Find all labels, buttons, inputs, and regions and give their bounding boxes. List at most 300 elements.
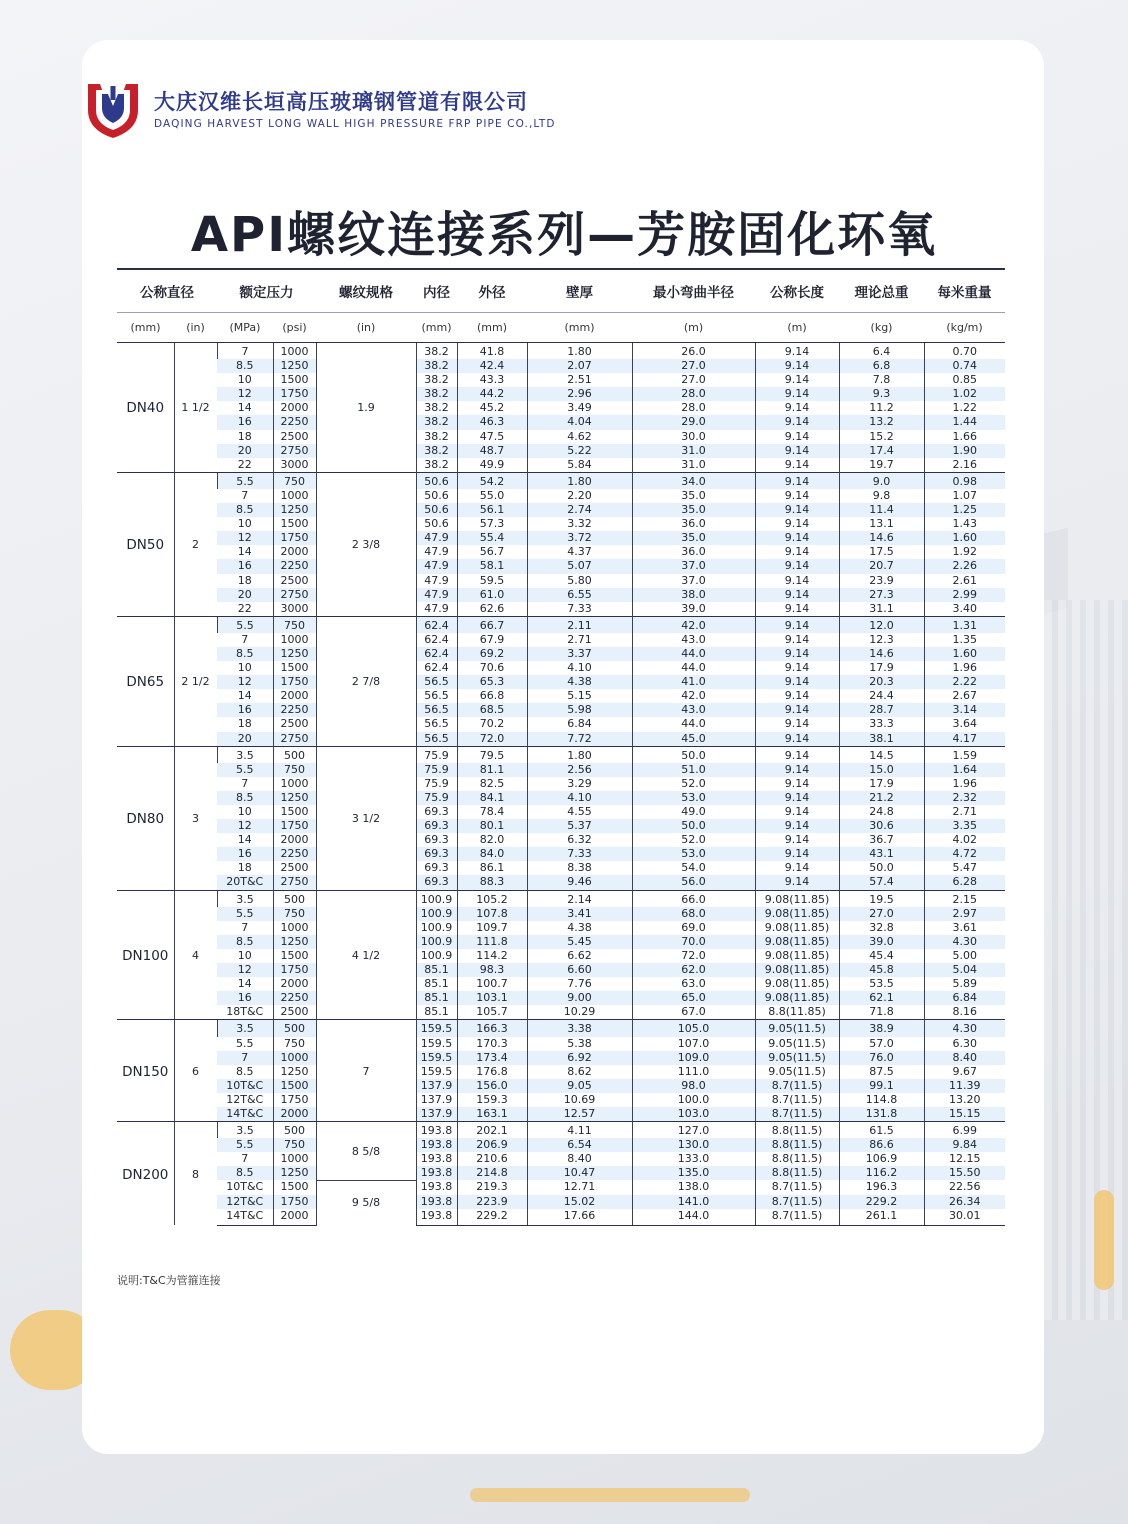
nominal-length-cell: 9.14 (755, 861, 839, 875)
pressure-mpa-cell: 16 (217, 991, 273, 1005)
nominal-diameter-cell: DN50 (117, 472, 174, 616)
hw-shield-logo-icon (86, 80, 140, 140)
column-header: 公称直径 (117, 269, 217, 313)
pressure-mpa-cell: 14 (237, 833, 252, 847)
total-weight-cell: 38.1 (839, 732, 924, 747)
total-weight-cell: 50.0 (839, 861, 924, 875)
total-weight-cell: 87.5 (839, 1065, 924, 1079)
inner-diameter-cell: 75.9 (416, 763, 457, 777)
pressure-mpa-cell: 10T&C (217, 1079, 273, 1093)
table-row (117, 1195, 1005, 1209)
pressure-mpa-cell: 3.5 (217, 1122, 273, 1139)
bend-radius-cell: 42.0 (632, 689, 755, 703)
pressure-psi-cell: 1750 (273, 387, 316, 401)
total-weight-cell: 14.6 (839, 531, 924, 545)
inner-diameter-cell: 50.6 (416, 503, 457, 517)
table-row (117, 1180, 1005, 1194)
inner-diameter-cell: 75.9 (416, 746, 457, 763)
outer-diameter-cell: 56.7 (457, 545, 527, 559)
nominal-length-cell: 8.8(11.5) (755, 1152, 839, 1166)
weight-per-meter-cell: 5.00 (924, 949, 1005, 963)
bend-radius-cell: 43.0 (632, 703, 755, 717)
total-weight-cell: 9.8 (839, 489, 924, 503)
pressure-mpa-cell: 16 (217, 415, 273, 429)
wall-thickness-cell: 3.72 (527, 531, 632, 545)
weight-per-meter-cell: 3.61 (924, 921, 1005, 935)
nominal-length-cell: 9.05(11.5) (755, 1051, 839, 1065)
nominal-diameter-cell: DN200 (117, 1122, 174, 1226)
total-weight-cell: 20.3 (839, 675, 924, 689)
wall-thickness-cell: 3.38 (527, 1020, 632, 1037)
wall-thickness-cell: 10.47 (527, 1166, 632, 1180)
table-row (117, 805, 1005, 819)
inner-diameter-cell: 137.9 (416, 1107, 457, 1122)
pressure-mpa-cell: 14 (237, 977, 252, 991)
total-weight-cell: 14.5 (839, 746, 924, 763)
nominal-length-cell: 8.8(11.5) (755, 1138, 839, 1152)
wall-thickness-cell: 4.10 (527, 661, 632, 675)
bend-radius-cell: 54.0 (632, 861, 755, 875)
outer-diameter-cell: 105.2 (457, 890, 527, 907)
table-row (117, 1005, 1005, 1020)
inner-diameter-cell: 193.8 (416, 1138, 457, 1152)
nominal-length-cell: 9.14 (755, 717, 839, 731)
pressure-psi-cell: 2000 (273, 545, 316, 559)
outer-diameter-cell: 68.5 (457, 703, 527, 717)
total-weight-cell: 114.8 (839, 1093, 924, 1107)
total-weight-cell: 229.2 (839, 1195, 924, 1209)
weight-per-meter-cell: 2.15 (924, 890, 1005, 907)
nominal-length-cell: 9.14 (755, 763, 839, 777)
wall-thickness-cell: 5.38 (527, 1037, 632, 1051)
weight-per-meter-cell: 2.26 (924, 559, 1005, 573)
outer-diameter-cell: 84.1 (457, 791, 527, 805)
weight-per-meter-cell: 12.15 (924, 1152, 1005, 1166)
table-row (117, 1152, 1005, 1166)
pressure-mpa-cell: 5.5 (217, 1138, 273, 1152)
wall-thickness-cell: 6.84 (527, 717, 632, 731)
outer-diameter-cell: 111.8 (457, 935, 527, 949)
table-row (117, 1079, 1005, 1093)
bend-radius-cell: 37.0 (632, 559, 755, 573)
nominal-length-cell: 8.8(11.5) (755, 1122, 839, 1139)
inner-diameter-cell: 56.5 (416, 732, 457, 747)
pressure-psi-cell: 1000 (273, 489, 316, 503)
table-row (117, 675, 1005, 689)
table-row (117, 401, 1005, 415)
total-weight-cell: 45.4 (839, 949, 924, 963)
units-row (117, 313, 1005, 343)
outer-diameter-cell: 66.7 (457, 616, 527, 633)
pressure-mpa-cell: 14 (237, 401, 252, 415)
total-weight-cell: 39.0 (839, 935, 924, 949)
pressure-psi-cell: 500 (273, 1020, 316, 1037)
total-weight-cell: 19.5 (839, 890, 924, 907)
weight-per-meter-cell: 1.35 (924, 633, 1005, 647)
weight-per-meter-cell: 1.02 (924, 387, 1005, 401)
nominal-inch-cell: 4 (174, 890, 217, 1020)
bend-radius-cell: 36.0 (632, 545, 755, 559)
bend-radius-cell: 65.0 (632, 991, 755, 1005)
weight-per-meter-cell: 4.02 (924, 833, 1005, 847)
company-name-en: DAQING HARVEST LONG WALL HIGH PRESSURE FRP PIPE CO.,LTD (154, 118, 556, 130)
inner-diameter-cell: 69.3 (416, 805, 457, 819)
pressure-mpa-cell: 8.5 (217, 647, 273, 661)
bend-radius-cell: 53.0 (632, 791, 755, 805)
wall-thickness-cell: 4.62 (527, 430, 632, 444)
outer-diameter-cell: 82.0 (457, 833, 527, 847)
wall-thickness-cell: 2.96 (527, 387, 632, 401)
bend-radius-cell: 133.0 (632, 1152, 755, 1166)
nominal-length-cell: 9.14 (755, 819, 839, 833)
inner-diameter-cell: 62.4 (416, 661, 457, 675)
outer-diameter-cell: 98.3 (457, 963, 527, 977)
total-weight-cell: 24.8 (839, 805, 924, 819)
column-header: 公称长度 (755, 269, 839, 313)
pressure-psi-cell: 750 (273, 1138, 316, 1152)
pressure-mpa-cell: 18 (237, 573, 252, 587)
wall-thickness-cell: 2.71 (527, 633, 632, 647)
outer-diameter-cell: 105.7 (457, 1005, 527, 1020)
table-row (117, 963, 1005, 977)
pressure-mpa-cell: 7 (241, 488, 249, 502)
nominal-length-cell: 9.14 (755, 805, 839, 819)
unit-label: (mm) (117, 313, 174, 343)
table-row (117, 861, 1005, 875)
bend-radius-cell: 72.0 (632, 949, 755, 963)
table-row (117, 949, 1005, 963)
weight-per-meter-cell: 1.59 (924, 746, 1005, 763)
outer-diameter-cell: 202.1 (457, 1122, 527, 1139)
weight-per-meter-cell: 1.07 (924, 489, 1005, 503)
total-weight-cell: 27.0 (839, 907, 924, 921)
total-weight-cell: 20.7 (839, 559, 924, 573)
wall-thickness-cell: 2.14 (527, 890, 632, 907)
weight-per-meter-cell: 5.04 (924, 963, 1005, 977)
inner-diameter-cell: 193.8 (416, 1195, 457, 1209)
table-row (117, 833, 1005, 847)
bend-radius-cell: 63.0 (632, 977, 755, 991)
unit-label: (MPa) (217, 313, 273, 343)
nominal-length-cell: 9.14 (755, 359, 839, 373)
wall-thickness-cell: 8.40 (527, 1152, 632, 1166)
inner-diameter-cell: 47.9 (416, 588, 457, 602)
thread-spec-cell: 7 (316, 1020, 416, 1122)
pressure-mpa-cell: 7 (241, 920, 249, 934)
thread-spec-cell: 2 7/8 (316, 616, 416, 746)
nominal-diameter-cell: DN150 (117, 1020, 174, 1122)
bend-radius-cell: 144.0 (632, 1209, 755, 1226)
bend-radius-cell: 69.0 (632, 921, 755, 935)
inner-diameter-cell: 85.1 (416, 963, 457, 977)
inner-diameter-cell: 193.8 (416, 1152, 457, 1166)
pressure-psi-cell: 1250 (273, 791, 316, 805)
nominal-inch-cell: 1 1/2 (174, 343, 217, 473)
bend-radius-cell: 29.0 (632, 415, 755, 429)
weight-per-meter-cell: 6.84 (924, 991, 1005, 1005)
weight-per-meter-cell: 1.44 (924, 415, 1005, 429)
inner-diameter-cell: 47.9 (416, 545, 457, 559)
outer-diameter-cell: 223.9 (457, 1195, 527, 1209)
bend-radius-cell: 34.0 (632, 472, 755, 489)
outer-diameter-cell: 173.4 (457, 1051, 527, 1065)
bend-radius-cell: 45.0 (632, 732, 755, 747)
total-weight-cell: 9.3 (839, 387, 924, 401)
nominal-length-cell: 9.14 (755, 559, 839, 573)
table-row (117, 1020, 1005, 1037)
pressure-mpa-cell: 22 (237, 457, 252, 471)
table-row (117, 921, 1005, 935)
nominal-length-cell: 9.14 (755, 489, 839, 503)
unit-label: (mm) (457, 313, 527, 343)
inner-diameter-cell: 137.9 (416, 1093, 457, 1107)
table-row (117, 531, 1005, 545)
weight-per-meter-cell: 26.34 (924, 1195, 1005, 1209)
pressure-psi-cell: 1250 (273, 935, 316, 949)
bend-radius-cell: 44.0 (632, 661, 755, 675)
bend-radius-cell: 26.0 (632, 343, 755, 360)
total-weight-cell: 45.8 (839, 963, 924, 977)
nominal-length-cell: 9.14 (755, 847, 839, 861)
background-pipe (470, 1488, 750, 1502)
column-header: 壁厚 (527, 269, 632, 313)
bend-radius-cell: 135.0 (632, 1166, 755, 1180)
nominal-length-cell: 9.14 (755, 689, 839, 703)
column-header: 最小弯曲半径 (632, 269, 755, 313)
inner-diameter-cell: 85.1 (416, 977, 457, 991)
table-row (117, 890, 1005, 907)
table-row (117, 559, 1005, 573)
nominal-length-cell: 9.14 (755, 647, 839, 661)
inner-diameter-cell: 100.9 (416, 921, 457, 935)
outer-diameter-cell: 42.4 (457, 359, 527, 373)
table-row (117, 415, 1005, 429)
outer-diameter-cell: 170.3 (457, 1037, 527, 1051)
weight-per-meter-cell: 0.85 (924, 373, 1005, 387)
inner-diameter-cell: 38.2 (416, 444, 457, 458)
nominal-length-cell: 9.14 (755, 746, 839, 763)
table-row (117, 847, 1005, 861)
nominal-length-cell: 8.7(11.5) (755, 1209, 839, 1226)
pressure-psi-cell: 750 (273, 1037, 316, 1051)
wall-thickness-cell: 6.60 (527, 963, 632, 977)
pressure-psi-cell: 1250 (273, 359, 316, 373)
wall-thickness-cell: 4.10 (527, 791, 632, 805)
pressure-mpa-cell: 3.5 (217, 890, 273, 907)
unit-label: (m) (632, 313, 755, 343)
pressure-psi-cell: 2250 (273, 847, 316, 861)
table-row (117, 489, 1005, 503)
inner-diameter-cell: 100.9 (416, 890, 457, 907)
pressure-mpa-cell: 14T&C (217, 1107, 273, 1122)
bend-radius-cell: 43.0 (632, 633, 755, 647)
wall-thickness-cell: 6.54 (527, 1138, 632, 1152)
outer-diameter-cell: 54.2 (457, 472, 527, 489)
total-weight-cell: 33.3 (839, 717, 924, 731)
column-header: 螺纹规格 (316, 269, 416, 313)
weight-per-meter-cell: 3.64 (924, 717, 1005, 731)
total-weight-cell: 19.7 (839, 458, 924, 473)
inner-diameter-cell: 62.4 (416, 616, 457, 633)
weight-per-meter-cell: 1.31 (924, 616, 1005, 633)
outer-diameter-cell: 79.5 (457, 746, 527, 763)
weight-per-meter-cell: 1.64 (924, 763, 1005, 777)
pressure-psi-cell: 1500 (273, 373, 316, 387)
pressure-mpa-cell: 12 (217, 531, 273, 545)
table-body (117, 343, 1005, 1226)
thread-spec-cell: 1.9 (316, 343, 416, 473)
weight-per-meter-cell: 4.30 (924, 935, 1005, 949)
bend-radius-cell: 50.0 (632, 746, 755, 763)
weight-per-meter-cell: 1.90 (924, 444, 1005, 458)
wall-thickness-cell: 1.80 (527, 746, 632, 763)
wall-thickness-cell: 1.80 (527, 472, 632, 489)
inner-diameter-cell: 100.9 (416, 949, 457, 963)
page-title: API螺纹连接系列—芳胺固化环氧 (190, 207, 938, 263)
nominal-length-cell: 8.7(11.5) (755, 1079, 839, 1093)
bend-radius-cell: 27.0 (632, 359, 755, 373)
weight-per-meter-cell: 2.22 (924, 675, 1005, 689)
outer-diameter-cell: 214.8 (457, 1166, 527, 1180)
table-row (117, 1093, 1005, 1107)
column-header: 理论总重 (839, 269, 924, 313)
outer-diameter-cell: 59.5 (457, 574, 527, 588)
pressure-psi-cell: 500 (273, 1122, 316, 1139)
inner-diameter-cell: 47.9 (416, 574, 457, 588)
nominal-length-cell: 9.14 (755, 430, 839, 444)
bend-radius-cell: 103.0 (632, 1107, 755, 1122)
table-row (117, 458, 1005, 473)
nominal-length-cell: 9.14 (755, 387, 839, 401)
total-weight-cell: 11.2 (839, 401, 924, 415)
weight-per-meter-cell: 4.72 (924, 847, 1005, 861)
outer-diameter-cell: 44.2 (457, 387, 527, 401)
thread-spec-cell: 3 1/2 (316, 746, 416, 890)
wall-thickness-cell: 7.72 (527, 732, 632, 747)
outer-diameter-cell: 78.4 (457, 805, 527, 819)
outer-diameter-cell: 80.1 (457, 819, 527, 833)
nominal-length-cell: 9.08(11.85) (755, 921, 839, 935)
total-weight-cell: 17.9 (839, 661, 924, 675)
table-row (117, 633, 1005, 647)
pressure-mpa-cell: 22 (237, 601, 252, 615)
pressure-psi-cell: 1250 (273, 647, 316, 661)
weight-per-meter-cell: 1.22 (924, 401, 1005, 415)
wall-thickness-cell: 10.69 (527, 1093, 632, 1107)
bend-radius-cell: 50.0 (632, 819, 755, 833)
weight-per-meter-cell: 9.67 (924, 1065, 1005, 1079)
bend-radius-cell: 49.0 (632, 805, 755, 819)
weight-per-meter-cell: 1.96 (924, 777, 1005, 791)
bend-radius-cell: 66.0 (632, 890, 755, 907)
pressure-mpa-cell: 16 (217, 847, 273, 861)
outer-diameter-cell: 58.1 (457, 559, 527, 573)
inner-diameter-cell: 47.9 (416, 559, 457, 573)
nominal-length-cell: 8.7(11.5) (755, 1195, 839, 1209)
weight-per-meter-cell: 2.32 (924, 791, 1005, 805)
table-row (117, 517, 1005, 531)
nominal-length-cell: 9.14 (755, 875, 839, 890)
bend-radius-cell: 37.0 (632, 574, 755, 588)
bend-radius-cell: 98.0 (632, 1079, 755, 1093)
weight-per-meter-cell: 2.16 (924, 458, 1005, 473)
outer-diameter-cell: 61.0 (457, 588, 527, 602)
table-row (117, 1065, 1005, 1079)
wall-thickness-cell: 5.80 (527, 574, 632, 588)
total-weight-cell: 30.6 (839, 819, 924, 833)
bend-radius-cell: 100.0 (632, 1093, 755, 1107)
weight-per-meter-cell: 6.30 (924, 1037, 1005, 1051)
column-header: 每米重量 (924, 269, 1005, 313)
outer-diameter-cell: 84.0 (457, 847, 527, 861)
inner-diameter-cell: 193.8 (416, 1166, 457, 1180)
nominal-length-cell: 9.14 (755, 602, 839, 617)
nominal-length-cell: 9.08(11.85) (755, 935, 839, 949)
wall-thickness-cell: 9.46 (527, 875, 632, 890)
pressure-mpa-cell: 8.5 (217, 935, 273, 949)
total-weight-cell: 28.7 (839, 703, 924, 717)
nominal-length-cell: 8.7(11.5) (755, 1093, 839, 1107)
table-row (117, 907, 1005, 921)
bend-radius-cell: 27.0 (632, 373, 755, 387)
pressure-psi-cell: 2250 (273, 559, 316, 573)
nominal-inch-cell: 2 (174, 472, 217, 616)
nominal-length-cell: 9.14 (755, 343, 839, 360)
nominal-length-cell: 8.7(11.5) (755, 1107, 839, 1122)
weight-per-meter-cell: 15.50 (924, 1166, 1005, 1180)
outer-diameter-cell: 66.8 (457, 689, 527, 703)
total-weight-cell: 31.1 (839, 602, 924, 617)
pressure-psi-cell: 2000 (273, 833, 316, 847)
pressure-mpa-cell: 12T&C (226, 1092, 264, 1106)
wall-thickness-cell: 5.98 (527, 703, 632, 717)
bend-radius-cell: 44.0 (632, 647, 755, 661)
pressure-psi-cell: 2500 (273, 861, 316, 875)
table-row (117, 343, 1005, 360)
weight-per-meter-cell: 4.17 (924, 732, 1005, 747)
pressure-psi-cell: 2500 (273, 717, 316, 731)
nominal-length-cell: 9.08(11.85) (755, 890, 839, 907)
weight-per-meter-cell: 0.70 (924, 343, 1005, 360)
table-row (117, 791, 1005, 805)
total-weight-cell: 17.5 (839, 545, 924, 559)
pressure-psi-cell: 2750 (273, 444, 316, 458)
inner-diameter-cell: 193.8 (416, 1209, 457, 1226)
nominal-length-cell: 9.14 (755, 588, 839, 602)
pressure-psi-cell: 1750 (273, 819, 316, 833)
weight-per-meter-cell: 0.98 (924, 472, 1005, 489)
wall-thickness-cell: 5.15 (527, 689, 632, 703)
inner-diameter-cell: 56.5 (416, 675, 457, 689)
inner-diameter-cell: 159.5 (416, 1065, 457, 1079)
thread-spec-cell: 2 3/8 (316, 472, 416, 616)
weight-per-meter-cell: 13.20 (924, 1093, 1005, 1107)
outer-diameter-cell: 45.2 (457, 401, 527, 415)
thread-spec-cell: 4 1/2 (316, 890, 416, 1020)
weight-per-meter-cell: 1.60 (924, 531, 1005, 545)
outer-diameter-cell: 229.2 (457, 1209, 527, 1226)
inner-diameter-cell: 85.1 (416, 991, 457, 1005)
table-row (117, 935, 1005, 949)
weight-per-meter-cell: 5.89 (924, 977, 1005, 991)
column-header: 额定压力 (217, 269, 316, 313)
inner-diameter-cell: 159.5 (416, 1020, 457, 1037)
pressure-mpa-cell: 10T&C (226, 1180, 264, 1194)
nominal-inch-cell: 2 1/2 (174, 616, 217, 746)
pressure-mpa-cell: 12T&C (217, 1195, 273, 1209)
inner-diameter-cell: 38.2 (416, 458, 457, 473)
total-weight-cell: 62.1 (839, 991, 924, 1005)
